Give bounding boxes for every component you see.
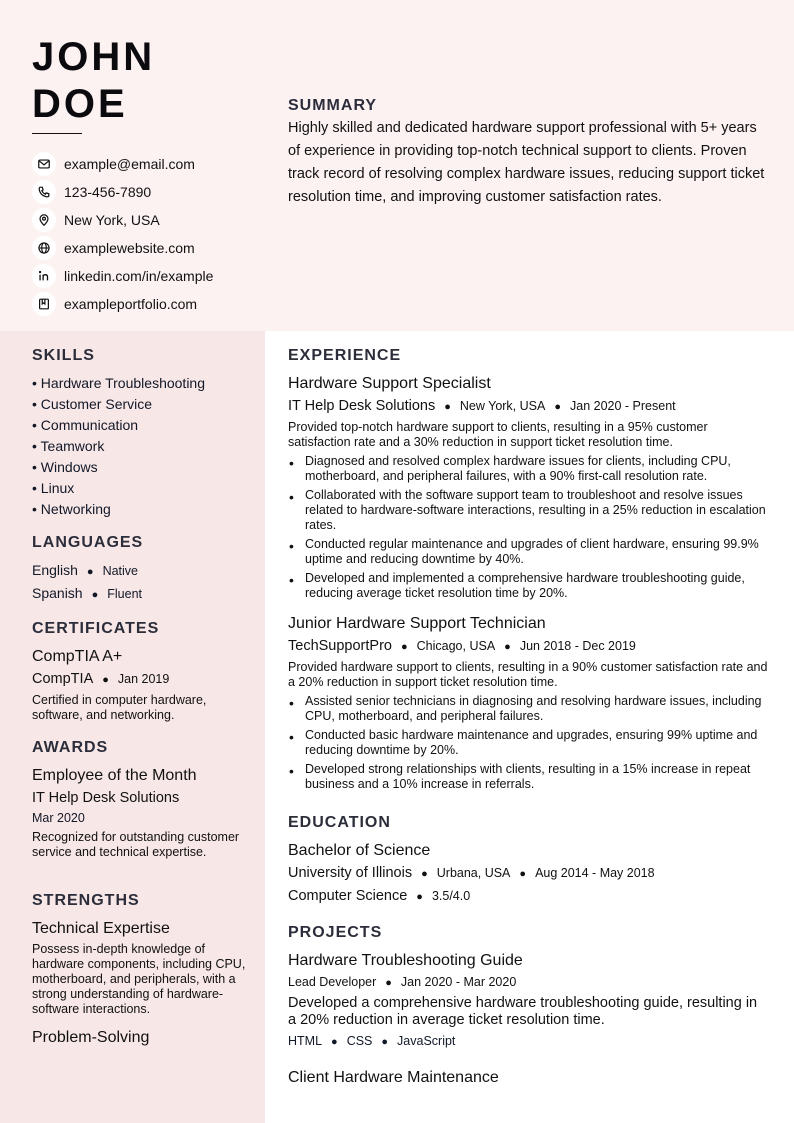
project-name: Client Hardware Maintenance	[288, 1069, 499, 1086]
job-bullet: • Collaborated with the software support team to troubleshoot and resolve issues related to hardware-software interactions, resulting in a 25% reduction in escalation rates.	[288, 488, 768, 533]
job-dates: Jan 2020 - Present	[570, 399, 676, 413]
section-title: SKILLS	[32, 347, 95, 364]
contact-text: New York, USA	[64, 212, 160, 228]
summary-text: Highly skilled and dedicated hardware support professional with 5+ years of experience in providing top-notch technical support to clients. Proven track record of resolving complex hardware issues, reducing support ticket resolution time, and improving customer satisfaction rates.	[288, 120, 765, 205]
certificate-issuer: CompTIA	[32, 671, 94, 687]
summary-section	[288, 97, 768, 209]
email-icon	[32, 152, 56, 176]
job-bullets	[288, 454, 768, 601]
contact-text: example@email.com	[64, 156, 195, 172]
separator-dot: ●	[381, 1036, 389, 1048]
project-name: Hardware Troubleshooting Guide	[288, 952, 523, 969]
job-location: New York, USA	[459, 399, 546, 413]
education-dates: Aug 2014 - May 2018	[535, 866, 655, 880]
candidate-name	[32, 34, 155, 128]
separator-dot: ●	[86, 566, 94, 578]
separator-dot: ●	[554, 401, 561, 413]
project-tech-list	[288, 1031, 768, 1052]
language-name: English	[32, 562, 78, 578]
job-meta	[288, 395, 768, 418]
languages-section	[32, 534, 247, 606]
contact-website[interactable]	[32, 234, 262, 262]
job-meta	[288, 635, 768, 658]
skills-list	[32, 373, 247, 520]
separator-dot: ●	[519, 868, 527, 880]
award-name: Employee of the Month	[32, 767, 197, 784]
project-tech: HTML	[288, 1034, 323, 1048]
education-location: Urbana, USA	[436, 866, 511, 880]
education-section	[288, 814, 768, 908]
job-bullet: • Conducted basic hardware maintenance and upgrades, ensuring 99% uptime and reducing downtime by 20%.	[288, 728, 768, 758]
section-title: CERTIFICATES	[32, 620, 160, 637]
skill-item: • Networking	[32, 501, 111, 517]
last-name: DOE	[32, 82, 128, 126]
skill-item: • Communication	[32, 417, 139, 433]
project-role: Lead Developer	[288, 975, 377, 989]
contact-text: linkedin.com/in/example	[64, 268, 214, 284]
section-title: SUMMARY	[288, 97, 378, 114]
language-level: Native	[102, 564, 139, 578]
award-organization: IT Help Desk Solutions	[32, 790, 180, 806]
linkedin-icon	[32, 264, 56, 288]
section-title: LANGUAGES	[32, 534, 144, 551]
project-meta	[288, 972, 768, 993]
phone-icon	[32, 180, 56, 204]
education-school: University of Illinois	[288, 865, 413, 881]
job-bullets	[288, 694, 768, 792]
contact-text: 123-456-7890	[64, 184, 152, 200]
job-description: Provided hardware support to clients, resulting in a 90% customer satisfaction rate and a 20% reduction in support ticket resolution time.	[288, 660, 768, 689]
skill-item: • Windows	[32, 459, 98, 475]
portfolio-icon	[32, 292, 56, 316]
education-field: Computer Science	[288, 888, 408, 904]
job-description: Provided top-notch hardware support to clients, resulting in a 95% customer satisfaction rate and a 30% reduction in support ticket resolution time.	[288, 420, 708, 449]
strengths-section	[32, 892, 247, 1049]
job-bullet: • Conducted regular maintenance and upgrades of client hardware, ensuring 99.9% uptime and reducing downtime by 40%.	[288, 537, 768, 567]
project-description: Developed a comprehensive hardware troubleshooting guide, resulting in a 20% reduction in average ticket resolution time.	[288, 995, 758, 1028]
certificate-date: Jan 2019	[117, 672, 170, 686]
name-divider	[32, 133, 82, 134]
job-company: TechSupportPro	[288, 638, 392, 654]
certificate-name: CompTIA A+	[32, 648, 123, 665]
separator-dot: ●	[421, 868, 428, 880]
job-bullet: • Developed and implemented a comprehensive hardware troubleshooting guide, reducing average ticket resolution time by 20%.	[288, 571, 768, 601]
job-entry	[288, 613, 768, 792]
separator-dot: ●	[331, 1036, 338, 1048]
job-bullet: • Diagnosed and resolved complex hardware issues for clients, including CPU, motherboard, and peripheral failures, with a 90% first-call resolution rate.	[288, 454, 768, 484]
language-name: Spanish	[32, 585, 83, 601]
separator-dot: ●	[444, 401, 451, 413]
award-description: Recognized for outstanding customer service and technical expertise.	[32, 830, 240, 859]
language-item	[32, 560, 247, 583]
skill-item: • Teamwork	[32, 438, 105, 454]
certificate-meta	[32, 668, 247, 691]
language-item	[32, 583, 247, 606]
education-degree: Bachelor of Science	[288, 842, 431, 859]
education-gpa: 3.5/4.0	[431, 889, 471, 903]
contact-phone[interactable]	[32, 178, 262, 206]
job-bullet: • Developed strong relationships with clients, resulting in a 15% increase in repeat business and a 10% increase in referrals.	[288, 762, 768, 792]
awards-section	[32, 739, 247, 860]
job-entry	[288, 373, 768, 601]
section-title: EDUCATION	[288, 814, 391, 831]
job-title: Junior Hardware Support Technician	[288, 615, 546, 632]
contact-linkedin[interactable]	[32, 262, 262, 290]
education-meta	[288, 862, 768, 885]
job-bullet: • Assisted senior technicians in diagnosing and resolving hardware issues, including CPU, motherboard, and peripheral failures.	[288, 694, 768, 724]
section-title: AWARDS	[32, 739, 109, 756]
skills-section	[32, 347, 247, 520]
contact-list	[32, 150, 262, 318]
section-title: PROJECTS	[288, 924, 383, 941]
section-title: STRENGTHS	[32, 892, 140, 909]
project-tech: CSS	[346, 1034, 373, 1048]
project-tech: JavaScript	[397, 1034, 456, 1048]
separator-dot: ●	[416, 891, 423, 903]
award-date: Mar 2020	[32, 811, 85, 825]
job-dates: Jun 2018 - Dec 2019	[519, 639, 636, 653]
project-dates: Jan 2020 - Mar 2020	[400, 975, 517, 989]
contact-text: examplewebsite.com	[64, 240, 195, 256]
strength-name: Problem-Solving	[32, 1029, 150, 1046]
globe-icon	[32, 236, 56, 260]
certificates-section	[32, 620, 247, 723]
experience-section	[288, 347, 768, 796]
section-title: EXPERIENCE	[288, 347, 402, 364]
separator-dot: ●	[385, 977, 392, 989]
strength-name: Technical Expertise	[32, 920, 170, 937]
first-name: JOHN	[32, 35, 156, 79]
job-title: Hardware Support Specialist	[288, 375, 491, 392]
language-level: Fluent	[107, 587, 142, 601]
location-icon	[32, 208, 56, 232]
skill-item: • Hardware Troubleshooting	[32, 375, 205, 391]
skill-item: • Customer Service	[32, 396, 153, 412]
separator-dot: ●	[91, 589, 99, 601]
job-company: IT Help Desk Solutions	[288, 398, 436, 414]
contact-text: exampleportfolio.com	[64, 296, 198, 312]
education-field-row	[288, 885, 768, 908]
certificate-description: Certified in computer hardware, software, and networking.	[32, 693, 207, 722]
separator-dot: ●	[102, 674, 109, 686]
strength-description: Possess in-depth knowledge of hardware components, including CPU, motherboard, and peripherals, with a strong understanding of hardware-software interactions.	[32, 942, 246, 1016]
contact-email[interactable]	[32, 150, 262, 178]
projects-section	[288, 924, 768, 1089]
job-location: Chicago, USA	[416, 639, 496, 653]
separator-dot: ●	[400, 641, 408, 653]
separator-dot: ●	[504, 641, 511, 653]
contact-portfolio[interactable]	[32, 290, 262, 318]
contact-location	[32, 206, 262, 234]
skill-item: • Linux	[32, 480, 75, 496]
